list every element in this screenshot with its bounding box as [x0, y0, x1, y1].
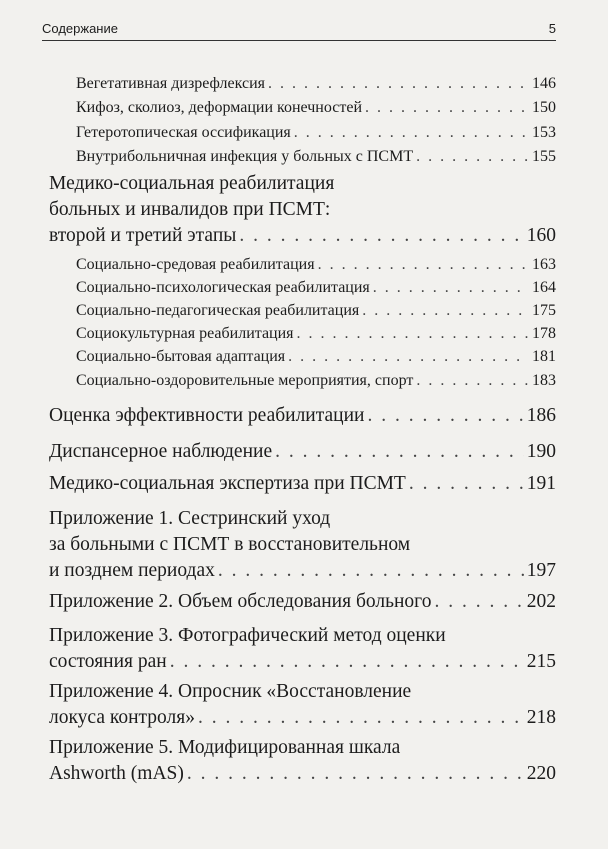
toc-entry-title: второй и третий этапы	[49, 225, 237, 246]
toc-entry-page: 197	[526, 560, 556, 581]
toc-entry-title: и позднем периодах	[49, 560, 215, 581]
toc-entry-page: 146	[532, 75, 556, 92]
toc-entry-title: Вегетативная дизрефлексия	[76, 75, 266, 92]
dot-leader	[268, 75, 529, 93]
toc-entry-title: Приложение 2. Объем обследования больного	[49, 591, 432, 612]
toc-entry-page: 218	[526, 707, 556, 728]
toc-entry-page: 175	[532, 302, 556, 319]
toc-entry-title: состояния ран	[49, 651, 167, 672]
toc-entry-title: Ashworth (mAS)	[49, 763, 184, 784]
dot-leader	[416, 372, 529, 390]
toc-entry-title: Социально-педагогическая реабилитация	[76, 302, 360, 319]
toc-entry-line	[49, 651, 556, 673]
toc-entry-page: 220	[526, 763, 556, 784]
toc-entry-line	[76, 325, 556, 343]
toc-entry-title: Социально-психологическая реабилитация	[76, 279, 370, 296]
toc-entry-line	[49, 173, 556, 195]
dot-leader	[170, 651, 524, 673]
dot-leader	[373, 279, 529, 297]
running-header	[42, 18, 556, 41]
toc-entry-page: 191	[526, 473, 556, 494]
toc-entry-line	[76, 279, 556, 297]
dot-leader	[362, 302, 529, 320]
dot-leader	[409, 473, 524, 495]
toc-entry-title: Социально-средовая реабилитация	[76, 256, 315, 273]
toc-entry-title: Кифоз, сколиоз, деформации конечностей	[76, 99, 362, 116]
toc-entry-line	[76, 99, 556, 117]
toc-entry-title: Социально-оздоровительные мероприятия, спорт	[76, 372, 414, 389]
toc-entry-title: Приложение 3. Фотографический метод оценки	[49, 625, 446, 646]
toc-entry-title: Социокультурная реабилитация	[76, 325, 294, 342]
toc-entry-line	[49, 508, 556, 530]
toc-entry-page: 202	[526, 591, 556, 612]
toc-entry-page: 190	[526, 441, 556, 462]
toc-entry-title: Медико-социальная экспертиза при ПСМТ	[49, 473, 406, 494]
toc-entry-page: 155	[532, 148, 556, 165]
toc-entry-title: Диспансерное наблюдение	[49, 441, 273, 462]
toc-entry-page: 164	[532, 279, 556, 296]
toc-entry-line	[49, 441, 556, 463]
toc-entry-title: Медико-социальная реабилитация	[49, 173, 335, 194]
toc-entry-page: 178	[532, 325, 556, 342]
toc-entry-title: локуса контроля»	[49, 707, 195, 728]
dot-leader	[297, 325, 529, 343]
toc-entry-title: Приложение 5. Модифицированная шкала	[49, 737, 401, 758]
toc-entry-line	[76, 348, 556, 366]
toc-entry-line	[49, 405, 556, 427]
toc-entry-line	[49, 199, 556, 221]
toc-entry-line	[49, 625, 556, 647]
toc-entry-title: за больными с ПСМТ в восстановительном	[49, 534, 411, 555]
dot-leader	[294, 124, 529, 142]
toc-entry-line	[76, 372, 556, 390]
toc-entry-line	[76, 75, 556, 93]
dot-leader	[218, 560, 524, 582]
toc-entry-page: 181	[532, 348, 556, 365]
toc-entry-line	[49, 591, 556, 613]
toc-entry-page: 153	[532, 124, 556, 141]
dot-leader	[275, 441, 524, 463]
dot-leader	[198, 707, 524, 729]
toc-entry-line	[49, 225, 556, 247]
toc-entry-page: 160	[526, 225, 556, 246]
dot-leader	[365, 99, 529, 117]
dot-leader	[367, 405, 523, 427]
dot-leader	[187, 763, 524, 785]
toc-entry-line	[76, 148, 556, 166]
toc-entry-page: 150	[532, 99, 556, 116]
dot-leader	[318, 256, 529, 274]
toc-entry-title: Внутрибольничная инфекция у больных с ПСМТ	[76, 148, 414, 165]
toc-entry-title: Социально-бытовая адаптация	[76, 348, 286, 365]
toc-entry-title: Гетеротопическая оссификация	[76, 124, 291, 141]
toc-entry-line	[76, 302, 556, 320]
header-title: Содержание	[42, 21, 118, 36]
dot-leader	[288, 348, 529, 366]
toc-entry-line	[76, 124, 556, 142]
toc-entry-line	[49, 473, 556, 495]
toc-entry-line	[49, 763, 556, 785]
toc-entry-line	[49, 681, 556, 703]
dot-leader	[416, 148, 529, 166]
toc-entry-line	[49, 534, 556, 556]
toc-entry-page: 183	[532, 372, 556, 389]
toc-entry-page: 215	[526, 651, 556, 672]
toc-entry-line	[76, 256, 556, 274]
header-page-number: 5	[548, 21, 556, 36]
toc-entry-title: больных и инвалидов при ПСМТ:	[49, 199, 331, 220]
toc-entry-title: Приложение 1. Сестринский уход	[49, 508, 331, 529]
toc-entry-title: Приложение 4. Опросник «Восстановление	[49, 681, 412, 702]
toc-entry-line	[49, 707, 556, 729]
dot-leader	[239, 225, 523, 247]
toc-entry-line	[49, 560, 556, 582]
dot-leader	[434, 591, 523, 613]
toc-entry-line	[49, 737, 556, 759]
toc-entry-page: 163	[532, 256, 556, 273]
toc-entry-title: Оценка эффективности реабилитации	[49, 405, 365, 426]
toc-entry-page: 186	[526, 405, 556, 426]
